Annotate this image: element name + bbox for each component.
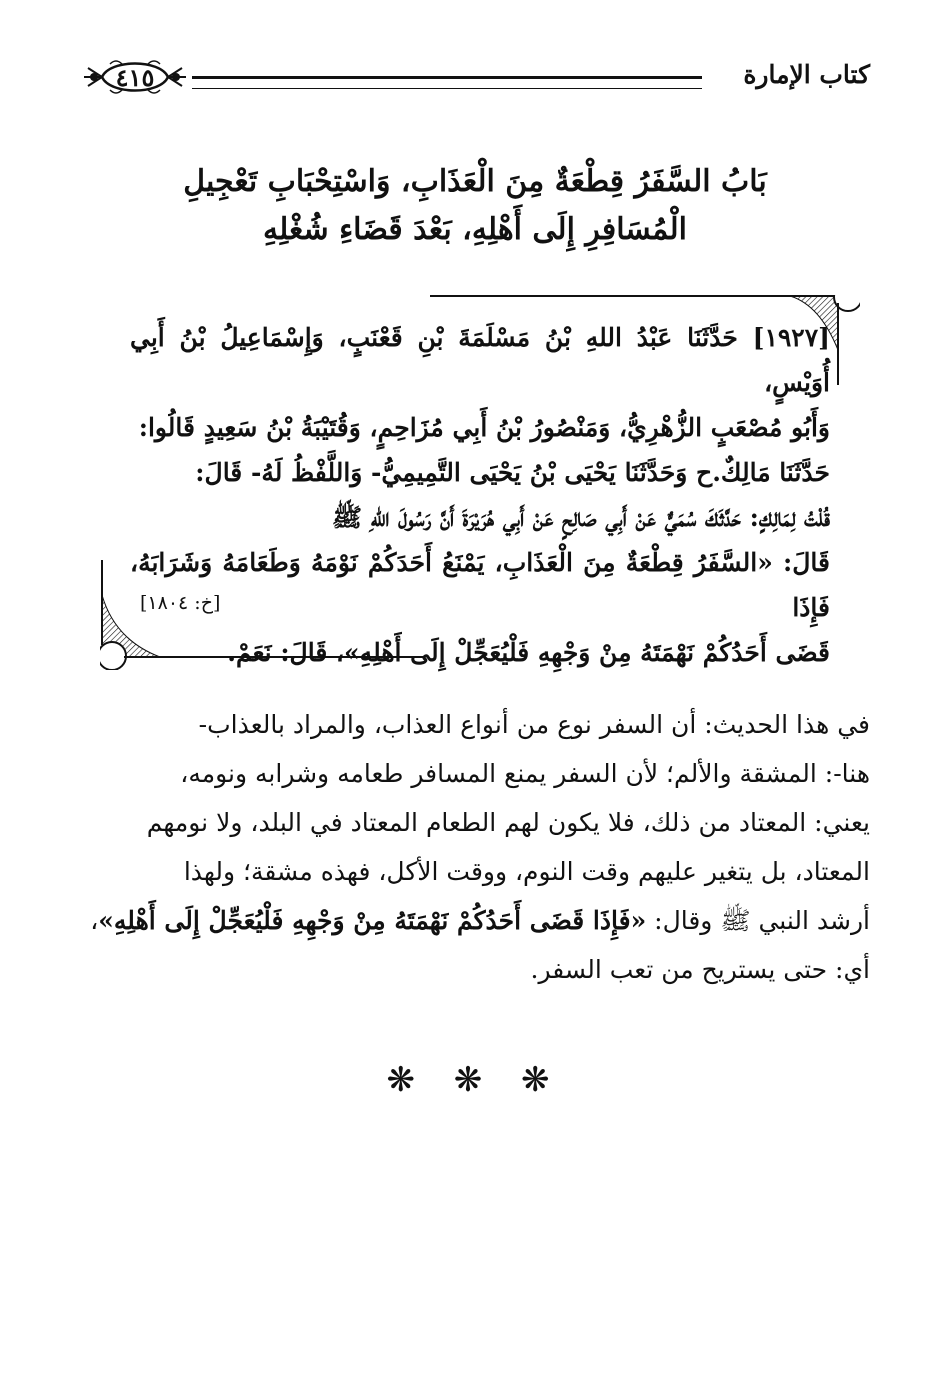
commentary-line: أي: حتى يستريح من تعب السفر. xyxy=(530,955,870,984)
hadith-box xyxy=(100,295,860,670)
chapter-title xyxy=(90,158,860,254)
hadith-text xyxy=(130,315,830,675)
hadith-line: قَضَى أَحَدُكُمْ نَهْمَتَهُ مِنْ وَجْهِهِ فَلْيُعَجِّلْ إِلَى أَهْلِهِ»، قَالَ: نَعَمْ. xyxy=(227,638,830,667)
header-rule xyxy=(192,76,702,89)
commentary-text: ، xyxy=(90,906,99,935)
hadith-line: حَدَّثَنَا مَالِكٌ.ح وَحَدَّثَنَا يَحْيَى بْنُ يَحْيَى التَّمِيمِيُّ- وَاللَّفْظُ لَهُ- قَالَ: xyxy=(195,458,830,487)
commentary-line: المعتاد، بل يتغير عليهم وقت النوم، ووقت الأكل، فهذه مشقة؛ ولهذا xyxy=(183,857,870,886)
commentary-line: في هذا الحديث: أن السفر نوع من أنواع العذاب، والمراد بالعذاب- xyxy=(198,710,870,739)
hadith-quote: «فَإِذَا قَضَى أَحَدُكُمْ نَهْمَتَهُ مِنْ وَجْهِهِ فَلْيُعَجِّلْ إِلَى أَهْلِهِ» xyxy=(98,906,647,935)
commentary-line: هنا-: المشقة والألم؛ لأن السفر يمنع المسافر طعامه وشرابه ونومه، xyxy=(180,759,870,788)
chapter-title-line: الْمُسَافِرِ إِلَى أَهْلِهِ، بَعْدَ قَضَاءِ شُغْلِهِ xyxy=(263,212,687,247)
hadith-reference: [خ: ١٨٠٤] xyxy=(140,592,221,614)
page-number: ٤١٥ xyxy=(115,63,155,92)
hadith-line: قُلْتُ لِمَالِكٍ: حَدَّثَكَ سُمَيٌّ عَنْ أَبِي صَالِحٍ عَنْ أَبِي هُرَيْرَةَ أَنَّ رَسُولَ اللهِ ﷺ xyxy=(331,503,830,532)
section-separator: ❋ ❋ ❋ xyxy=(386,1060,564,1100)
hadith-line: [١٩٢٧] حَدَّثَنَا عَبْدُ اللهِ بْنُ مَسْلَمَةَ بْنِ قَعْنَبٍ، وَإِسْمَاعِيلُ بْنُ أَبِي أُوَيْسٍ، xyxy=(130,323,830,397)
hadith-line: قَالَ: «السَّفَرُ قِطْعَةٌ مِنَ الْعَذَابِ، يَمْنَعُ أَحَدَكُمْ نَوْمَهُ وَطَعَامَهُ وَشَرَابَهُ، فَإِذَا xyxy=(130,548,830,622)
commentary xyxy=(80,700,870,994)
hadith-line: وَأَبُو مُصْعَبٍ الزُّهْرِيُّ، وَمَنْصُورُ بْنُ أَبِي مُزَاحِمٍ، وَقُتَيْبَةُ بْنُ سَعِيدٍ قَالُوا: xyxy=(138,413,830,442)
commentary-line: يعني: المعتاد من ذلك، فلا يكون لهم الطعام المعتاد في البلد، ولا نومهم xyxy=(146,808,870,837)
commentary-line xyxy=(80,896,870,945)
chapter-title-line: بَابُ السَّفَرُ قِطْعَةٌ مِنَ الْعَذَابِ، وَاسْتِحْبَابِ تَعْجِيلِ xyxy=(183,164,767,199)
book-title: كتاب الإمارة xyxy=(743,60,870,89)
commentary-text: أرشد النبي ﷺ وقال: xyxy=(646,906,870,935)
page-number-ornament xyxy=(80,54,190,100)
page-header xyxy=(80,54,870,104)
